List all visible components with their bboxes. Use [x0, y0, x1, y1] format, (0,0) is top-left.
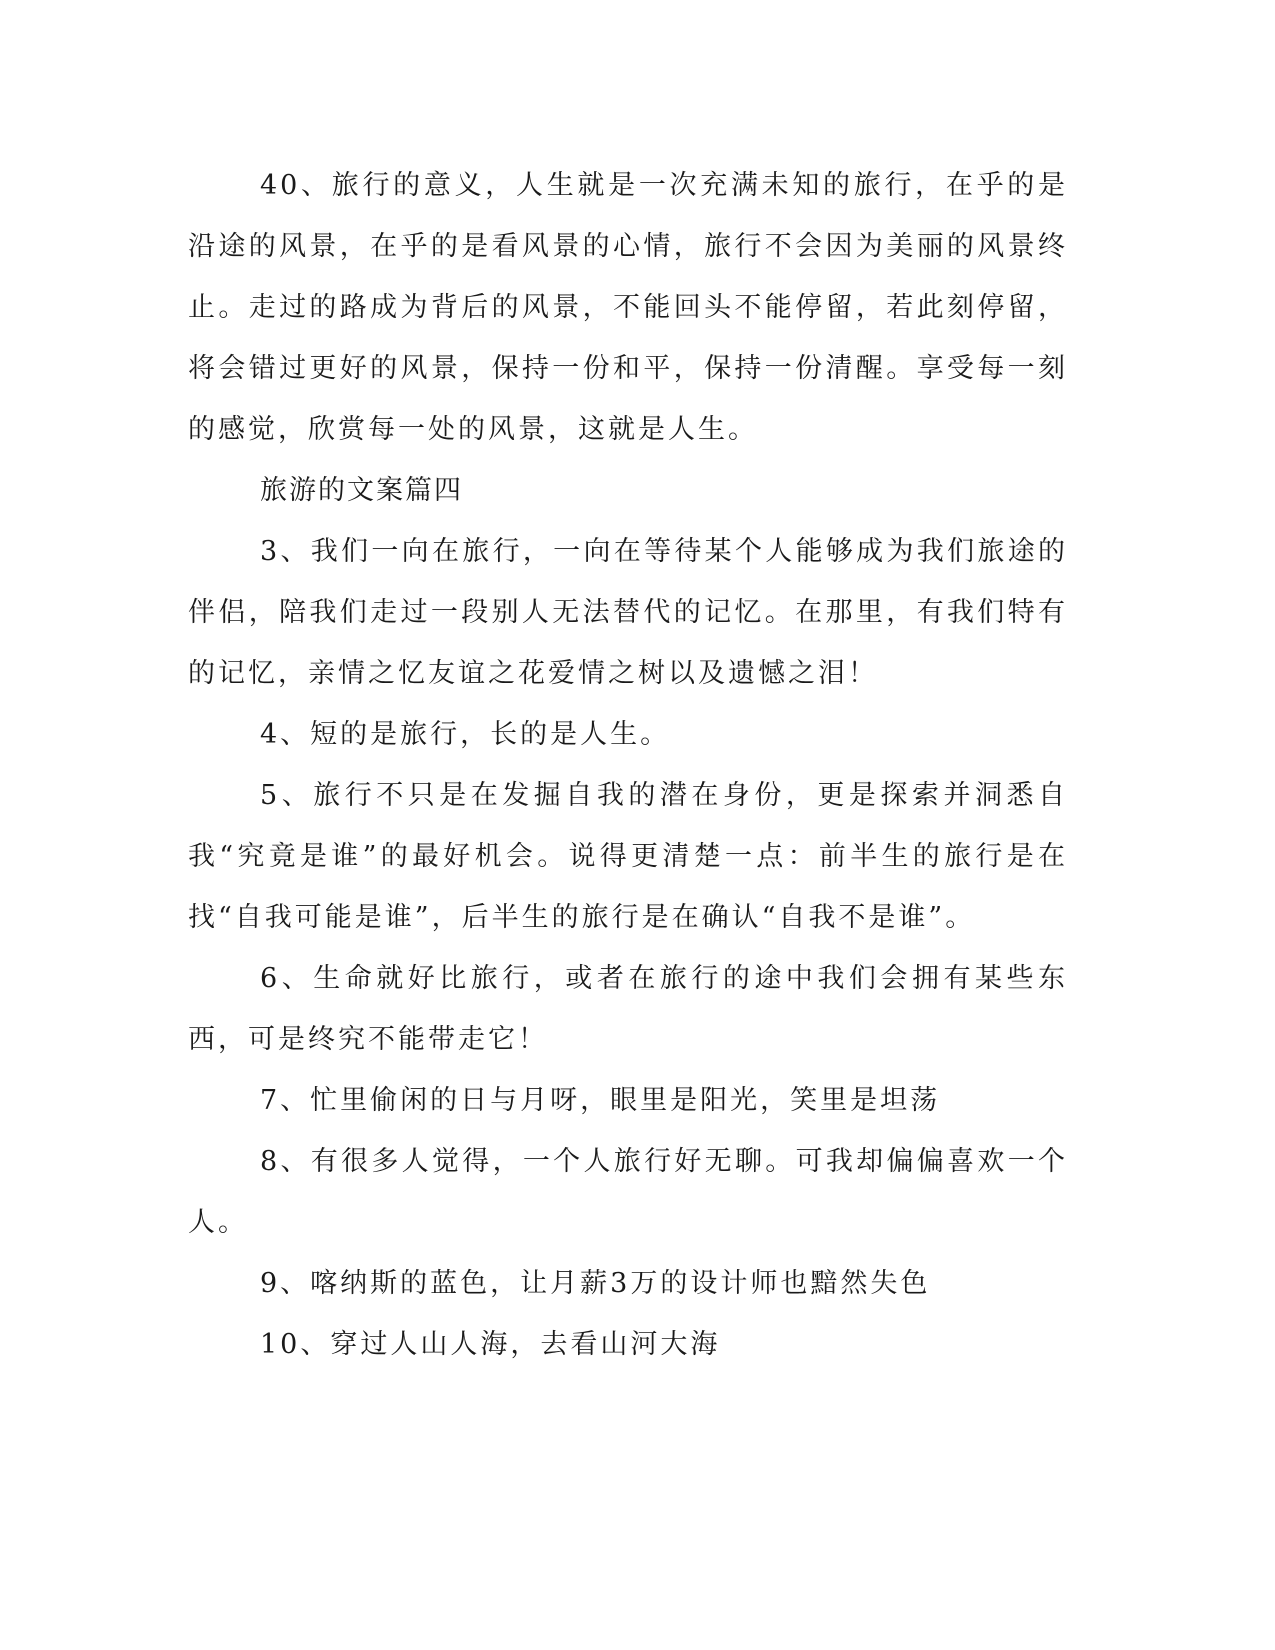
paragraph-7: 7、忙里偷闲的日与月呀，眼里是阳光，笑里是坦荡 — [260, 1085, 941, 1116]
paragraph-8: 8、有很多人觉得，一个人旅行好无聊。可我却偏偏喜欢一个人。 — [188, 1146, 1068, 1238]
document-body — [188, 155, 1068, 1375]
paragraph-9: 9、喀纳斯的蓝色，让月薪3万的设计师也黯然失色 — [260, 1268, 931, 1299]
paragraph-40: 40、旅行的意义，人生就是一次充满未知的旅行，在乎的是沿途的风景，在乎的是看风景的心情，旅行不会因为美丽的风景终止。走过的路成为背后的风景，不能回头不能停留，若此刻停留，将会错过更好的风景，保持一份和平，保持一份清醒。享受每一刻的感觉，欣赏每一处的风景，这就是人生。 — [188, 170, 1068, 445]
paragraph-4: 4、短的是旅行，长的是人生。 — [260, 719, 671, 750]
paragraph-6: 6、生命就好比旅行，或者在旅行的途中我们会拥有某些东西，可是终究不能带走它！ — [188, 963, 1068, 1055]
paragraph-5: 5、旅行不只是在发掘自我的潜在身份，更是探索并洞悉自我“究竟是谁”的最好机会。说得更清楚一点：前半生的旅行是在找“自我可能是谁”，后半生的旅行是在确认“自我不是谁”。 — [188, 780, 1068, 933]
paragraph-10: 10、穿过人山人海，去看山河大海 — [260, 1329, 721, 1360]
paragraph-3: 3、我们一向在旅行，一向在等待某个人能够成为我们旅途的伴侣，陪我们走过一段别人无法替代的记忆。在那里，有我们特有的记忆，亲情之忆友谊之花爱情之树以及遗憾之泪！ — [188, 536, 1068, 689]
section-heading: 旅游的文案篇四 — [260, 475, 463, 506]
